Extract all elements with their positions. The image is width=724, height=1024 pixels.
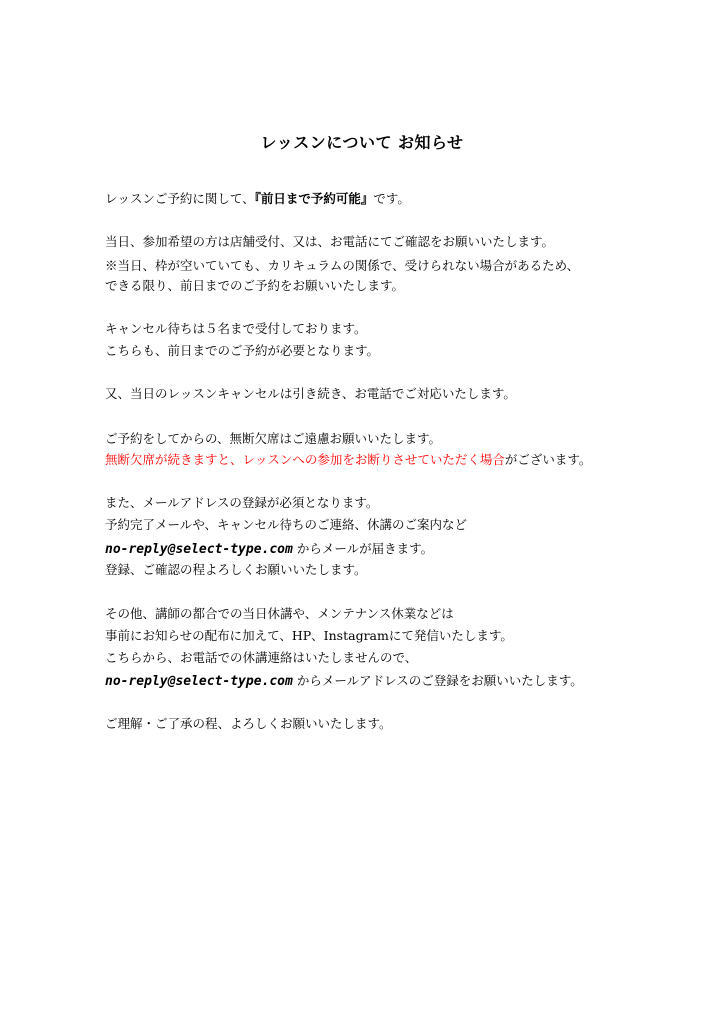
email-line-3-rest: からメールが届きます。	[292, 541, 434, 556]
no-show-warning-line	[105, 451, 591, 469]
other-notice-line-2: 事前にお知らせの配布に加えて、HP、Instagramにて発信いたします。	[105, 628, 513, 643]
other-notice-line-4	[105, 672, 583, 691]
same-day-line-3: できる限り、前日までのご予約をお願いいたします。	[105, 278, 405, 293]
other-notice-line-3: こちらから、お電話での休講連絡はいたしませんので、	[105, 650, 418, 665]
same-day-line-2: ※当日、枠が空いていても、カリキュラムの関係で、受けられない場合があるため、	[105, 258, 580, 273]
sender-email-address-2: no-reply@select-type.com	[105, 674, 293, 689]
reservation-notice-prefix: レッスンご予約に関して、	[105, 191, 255, 206]
sender-email-address: no-reply@select-type.com	[105, 542, 293, 557]
other-notice-line-4-rest: からメールアドレスのご登録をお願いいたします。	[292, 673, 583, 688]
email-required-line-2: 予約完了メールや、キャンセル待ちのご連絡、休講のご案内など	[105, 517, 468, 532]
closing-line: ご理解・ご了承の程、よろしくお願いいたします。	[105, 716, 392, 731]
waitlist-line-2: こちらも、前日までのご予約が必要となります。	[105, 343, 380, 358]
no-show-line-1: ご予約をしてからの、無断欠席はご遠慮お願いいたします。	[105, 431, 442, 446]
page-title: レッスンについて お知らせ	[260, 133, 464, 152]
cancel-line: 又、当日のレッスンキャンセルは引き続き、お電話でご対応いたします。	[105, 386, 516, 401]
email-required-line-3	[105, 540, 433, 559]
email-required-line-1: また、メールアドレスの登録が必須となります。	[105, 495, 379, 510]
email-required-line-4: 登録、ご確認の程よろしくお願いいたします。	[105, 562, 367, 577]
same-day-line-1: 当日、参加希望の方は店舗受付、又は、お電話にてご確認をお願いいたします。	[105, 234, 555, 249]
reservation-notice-line	[105, 190, 410, 208]
waitlist-line-1: キャンセル待ちは５名まで受付しております。	[105, 321, 367, 336]
no-show-warning-rest: がございます。	[504, 452, 592, 467]
reservation-deadline-emphasis: 『前日まで予約可能』	[254, 191, 374, 206]
other-notice-line-1: その他、講師の都合での当日休講や、メンテナンス休業などは	[105, 606, 454, 621]
reservation-notice-suffix: です。	[373, 191, 410, 206]
no-show-warning-red: 無断欠席が続きますと、レッスンへの参加をお断りさせていただく場合	[105, 452, 505, 467]
